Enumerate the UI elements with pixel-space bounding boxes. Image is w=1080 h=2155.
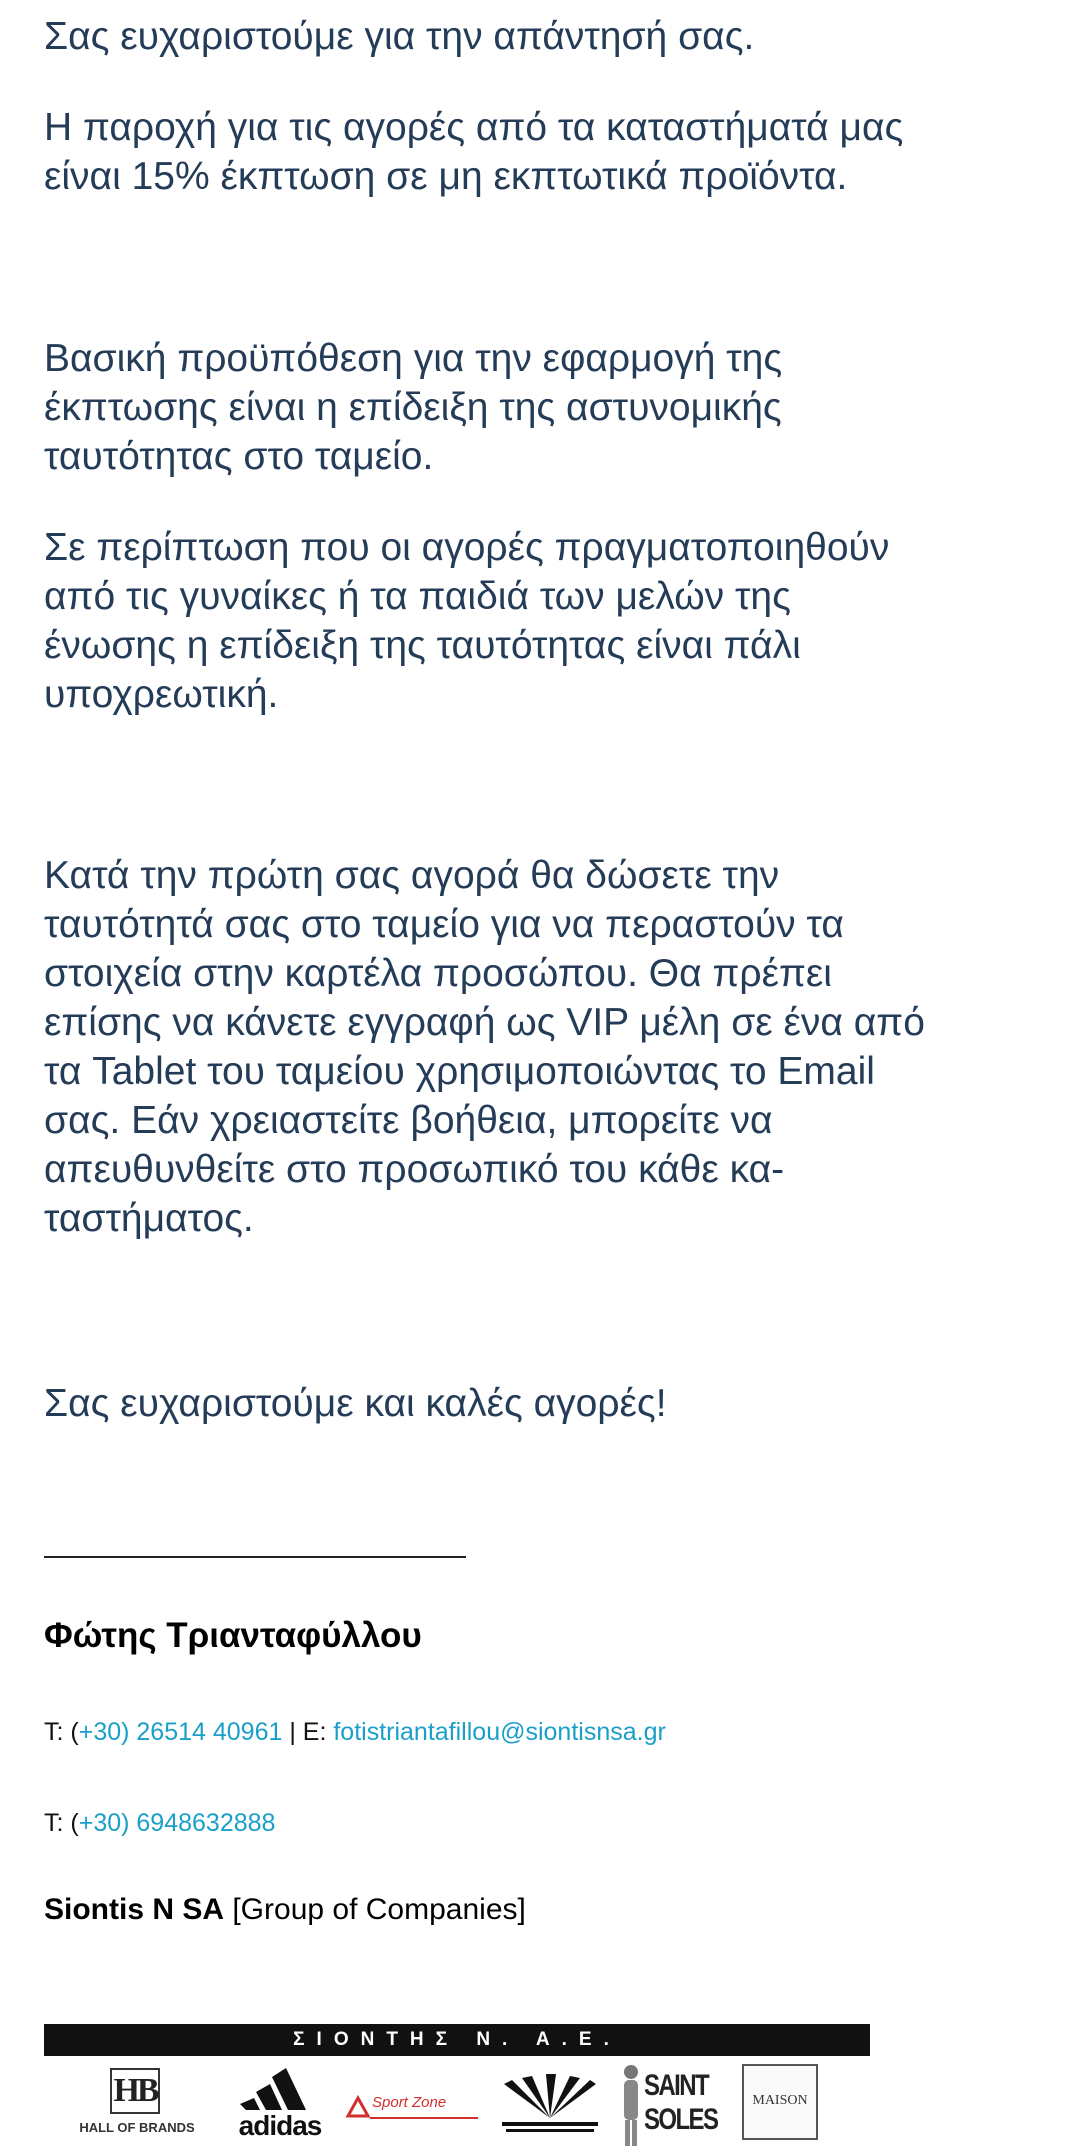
email-prefix: | E: xyxy=(282,1718,334,1746)
hb-mark: HB xyxy=(110,2068,160,2114)
brands-banner xyxy=(44,2024,870,2152)
requirement-paragraph: Βασική προϋπόθεση για την εφαρμογή της έκπτωσης είναι η επίδειξη της αστυνομικής ταυτότητας στο ταμείο. xyxy=(44,337,783,478)
closing-paragraph: Σας ευχαριστούμε και καλές αγορές! xyxy=(44,1382,667,1425)
hb-text: HALL OF BRANDS xyxy=(79,2120,195,2135)
company-line xyxy=(44,1893,526,1927)
rays-brand-logo xyxy=(502,2064,598,2146)
contact-line-office xyxy=(44,1718,666,1747)
phone-prefix: T: ( xyxy=(44,1718,79,1746)
email-link[interactable]: fotistriantafillou@siontisnsa.gr xyxy=(333,1718,666,1746)
family-paragraph: Σε περίπτωση που οι αγορές πραγματοποιηθούν από τις γυναίκες ή τα παιδιά των μελών της ένωσης η επίδειξη της ταυτότητας είναι πάλι υποχρεωτική. xyxy=(44,526,890,716)
maison-text: MAISON xyxy=(752,2093,808,2108)
banner-title: ΣΙΟΝΤΗΣ Ν. Α.Ε. xyxy=(44,2024,870,2056)
offer-paragraph: Η παροχή για τις αγορές από τα καταστήματά μας είναι 15% έκπτωση σε μη εκπτωτικά προϊόντα. xyxy=(44,106,904,198)
soles-text: SOLES xyxy=(644,2103,718,2136)
first-purchase-paragraph: Κατά την πρώτη σας αγορά θα δώσετε την ταυτότητά σας στο ταμείο για να περαστούν τα στοιχεία στην καρτέλα προσώπου. Θα πρέπει επίσης να κάνετε εγγραφή ως VIP μέλη σε ένα από τα Tablet του ταμείου χρησιμοποιώντας το Email σας. Εάν χρειαστείτε βοήθεια, μπορείτε να απευθυνθείτε στο προσωπικό του κάθε κα- ταστήματος. xyxy=(44,854,925,1240)
office-phone-link[interactable]: +30) 26514 40961 xyxy=(78,1718,283,1746)
company-name: Siontis N SA xyxy=(44,1893,225,1926)
sport-zone-text: Sport Zone xyxy=(372,2094,447,2111)
figure-icon xyxy=(620,2064,642,2148)
sport-zone-logo xyxy=(344,2064,484,2146)
phone-prefix: T: ( xyxy=(44,1809,79,1837)
company-suffix: [Group of Companies] xyxy=(224,1893,526,1926)
adidas-logo xyxy=(230,2064,330,2146)
adidas-stripes-icon xyxy=(230,2064,330,2110)
saint-text: SAINT xyxy=(644,2069,708,2102)
rays-icon xyxy=(502,2074,598,2134)
saint-soles-logo xyxy=(620,2064,716,2150)
contact-line-mobile xyxy=(44,1809,275,1838)
adidas-text: adidas xyxy=(238,2110,322,2141)
mobile-phone-link[interactable]: +30) 6948632888 xyxy=(78,1809,276,1837)
signature-divider xyxy=(44,1556,466,1558)
hall-of-brands-logo xyxy=(72,2064,202,2146)
maison-logo xyxy=(742,2064,818,2140)
signature-name: Φώτης Τριανταφύλλου xyxy=(44,1616,422,1655)
thanks-paragraph: Σας ευχαριστούμε για την απάντησή σας. xyxy=(44,15,755,58)
